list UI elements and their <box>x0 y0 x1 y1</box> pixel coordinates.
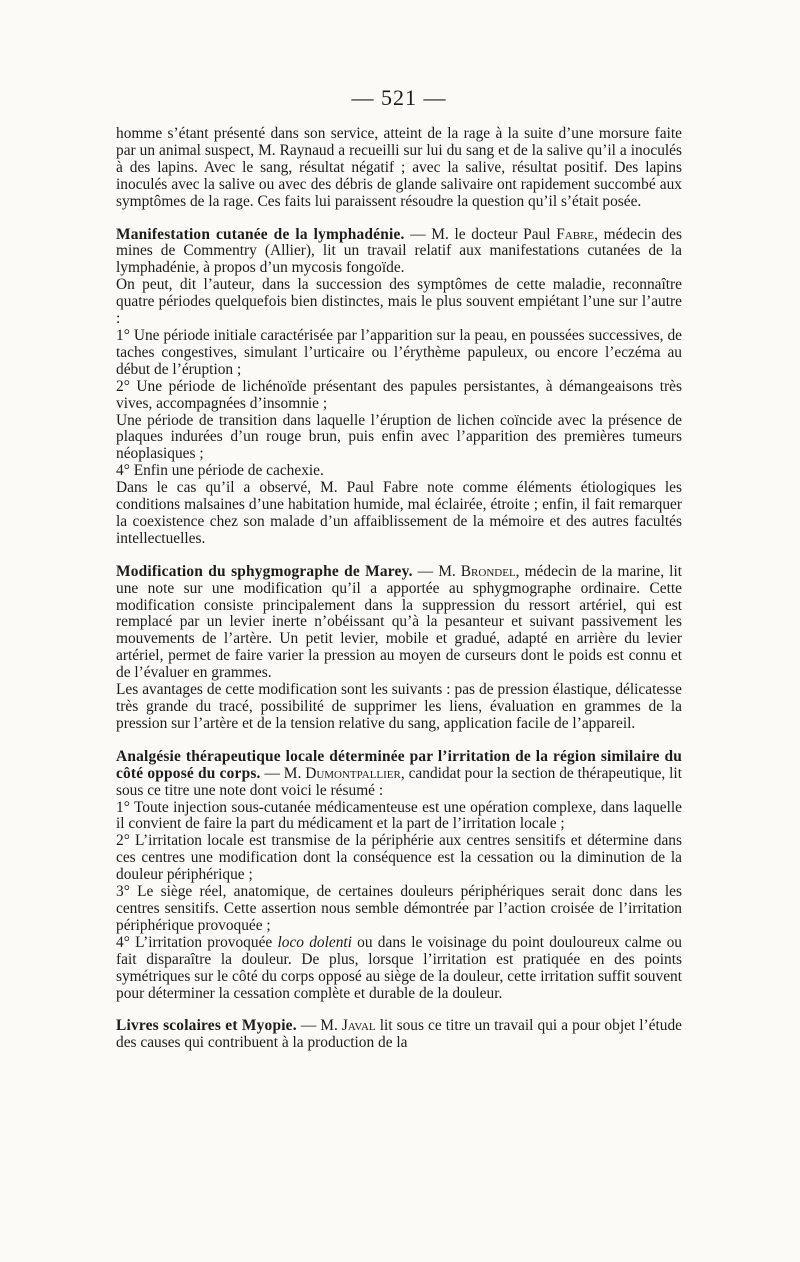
item-text: 4° L’irritation provoquée <box>116 933 278 951</box>
paragraph: Les avantages de cette modification sont les suivants : pas de pression élastique, délicatesse très grande du tracé, possibilité de supprimer les liens, évaluation en grammes de la pression sur l’artère et de la tension relative du sang, application facile de l’appareil. <box>116 681 682 732</box>
paragraph: On peut, dit l’auteur, dans la succession des symptômes de cette maladie, reconnaître quatre périodes quelquefois bien distinctes, mais le plus souvent empiétant l’une sur l’autre : <box>116 276 682 328</box>
lead-text-rest: , médecin des mines de Commentry (Allier), lit un travail relatif aux manifestations cutanées de la lymphadénie, à propos d’un mycosis fongoïde. <box>116 225 682 277</box>
paragraph: homme s’étant présenté dans son service, atteint de la rage à la suite d’une morsure faite par un animal suspect, M. Raynaud a recueilli sur lui du sang et de la salive qu’il a inoculés à des lapins. Avec le sang, résultat négatif ; avec la salive, résultat positif. Des lapins inoculés avec la salive ou avec des débris de glande salivaire ont rapidement succombé aux symptômes de la rage. Ces faits lui paraissent résoudre la question qu’il s’était posée. <box>116 125 682 210</box>
section-analgesie <box>116 749 682 1003</box>
paragraph <box>116 935 682 1003</box>
section-heading: Manifestation cutanée de la lymphadénie. <box>116 225 405 243</box>
section-heading: Analgésie thérapeutique locale déterminée par l’irritation de la région similaire du côté opposé du corps. <box>116 747 682 782</box>
section-lead-paragraph <box>116 564 682 682</box>
author-name: Dumontpallier <box>305 764 401 782</box>
lead-text: — M. <box>412 562 461 580</box>
paragraph: 4° Enfin une période de cachexie. <box>116 462 324 480</box>
section-rage <box>116 126 682 211</box>
section-lead-paragraph <box>116 1018 682 1052</box>
section-heading: Livres scolaires et Myopie. <box>116 1017 297 1035</box>
section-myopie <box>116 1018 682 1052</box>
paragraph: 1° Une période initiale caractérisée par l’apparition sur la peau, en poussées successives, de taches congestives, simulant l’urticaire ou l’érythème papuleux, ou encore l’eczéma au début de l’éruption ; <box>116 326 682 378</box>
section-heading: Modification du sphygmographe de Marey. <box>116 562 413 580</box>
section-lead-paragraph <box>116 227 682 278</box>
section-lymphadenie <box>116 227 682 548</box>
lead-text: — M. le docteur Paul <box>404 225 557 243</box>
paragraph: 1° Toute injection sous-cutanée médicamenteuse est une opération complexe, dans laquelle il convient de faire la part du médicament et la part de l’irritation locale ; <box>116 798 682 833</box>
paragraph: Une période de transition dans laquelle l’éruption de lichen coïncide avec la présence de plaques indurées d’un rouge brun, puis enfin avec l’apparition des premières tumeurs néoplasiques ; <box>116 411 682 463</box>
lead-text-rest: , médecin de la marine, lit une note sur une modification qu’il a apportée au sphygmographe ordinaire. Cette modification consiste principalement dans la suppression du ressort artériel, qui est remplacé par un levier inerte n’obéissant qu’à la pesanteur et suivant passivement les mouvements de l’artère. Un petit levier, mobile et gradué, adapté en arrière du levier artériel, permet de faire varier la pression au moyen de curseurs dont le poids est connu et de l’évaluer en grammes. <box>116 562 682 682</box>
paragraph: 3° Le siège réel, anatomique, de certaines douleurs périphériques serait donc dans les centres sensitifs. Cette assertion nous semble démontrée par l’action croisée de l’irritation périphérique provoquée ; <box>116 883 682 934</box>
paragraph: Dans le cas qu’il a observé, M. Paul Fabre note comme éléments étiologiques les conditions malsaines d’une habitation humide, mal éclairée, étroite ; enfin, il fait remarquer la coexistence chez son malade d’un affaiblissement de la mémoire et des autres facultés intellectuelles. <box>116 479 682 547</box>
author-name: Fabre <box>556 225 595 243</box>
section-lead-paragraph <box>116 749 682 800</box>
section-sphygmographe <box>116 564 682 733</box>
author-name: Brondel <box>460 562 516 580</box>
lead-text: — M. <box>260 764 306 782</box>
page-number: — 521 — <box>351 85 447 110</box>
paragraph: 2° L’irritation locale est transmise de la périphérie aux centres sensitifs et détermine dans ces centres une modification dont la conséquence est la cessation ou la diminution de la douleur périphérique ; <box>116 832 682 884</box>
lead-text-rest: , candidat pour la section de thérapeutique, lit sous ce titre une note dont voici le résumé : <box>116 764 682 799</box>
lead-text: — M. <box>296 1017 342 1035</box>
item-text-rest: ou dans le voisinage du point douloureux calme ou fait disparaître la douleur. De plus, lorsque l’irritation est pratiquée en des points symétriques sur le côté du corps opposé au siège de la douleur, cette irritation suffit souvent pour déterminer la cessation complète et durable de la douleur. <box>116 933 682 1002</box>
author-name: Javal <box>341 1017 376 1035</box>
lead-text-rest: lit sous ce titre un travail qui a pour objet l’étude des causes qui contribuent à la production de la <box>116 1017 683 1052</box>
paragraph: 2° Une période de lichénoïde présentant des papules persistantes, à démangeaisons très vives, accompagnées d’insomnie ; <box>116 377 682 412</box>
latin-phrase: loco dolenti <box>277 933 352 951</box>
